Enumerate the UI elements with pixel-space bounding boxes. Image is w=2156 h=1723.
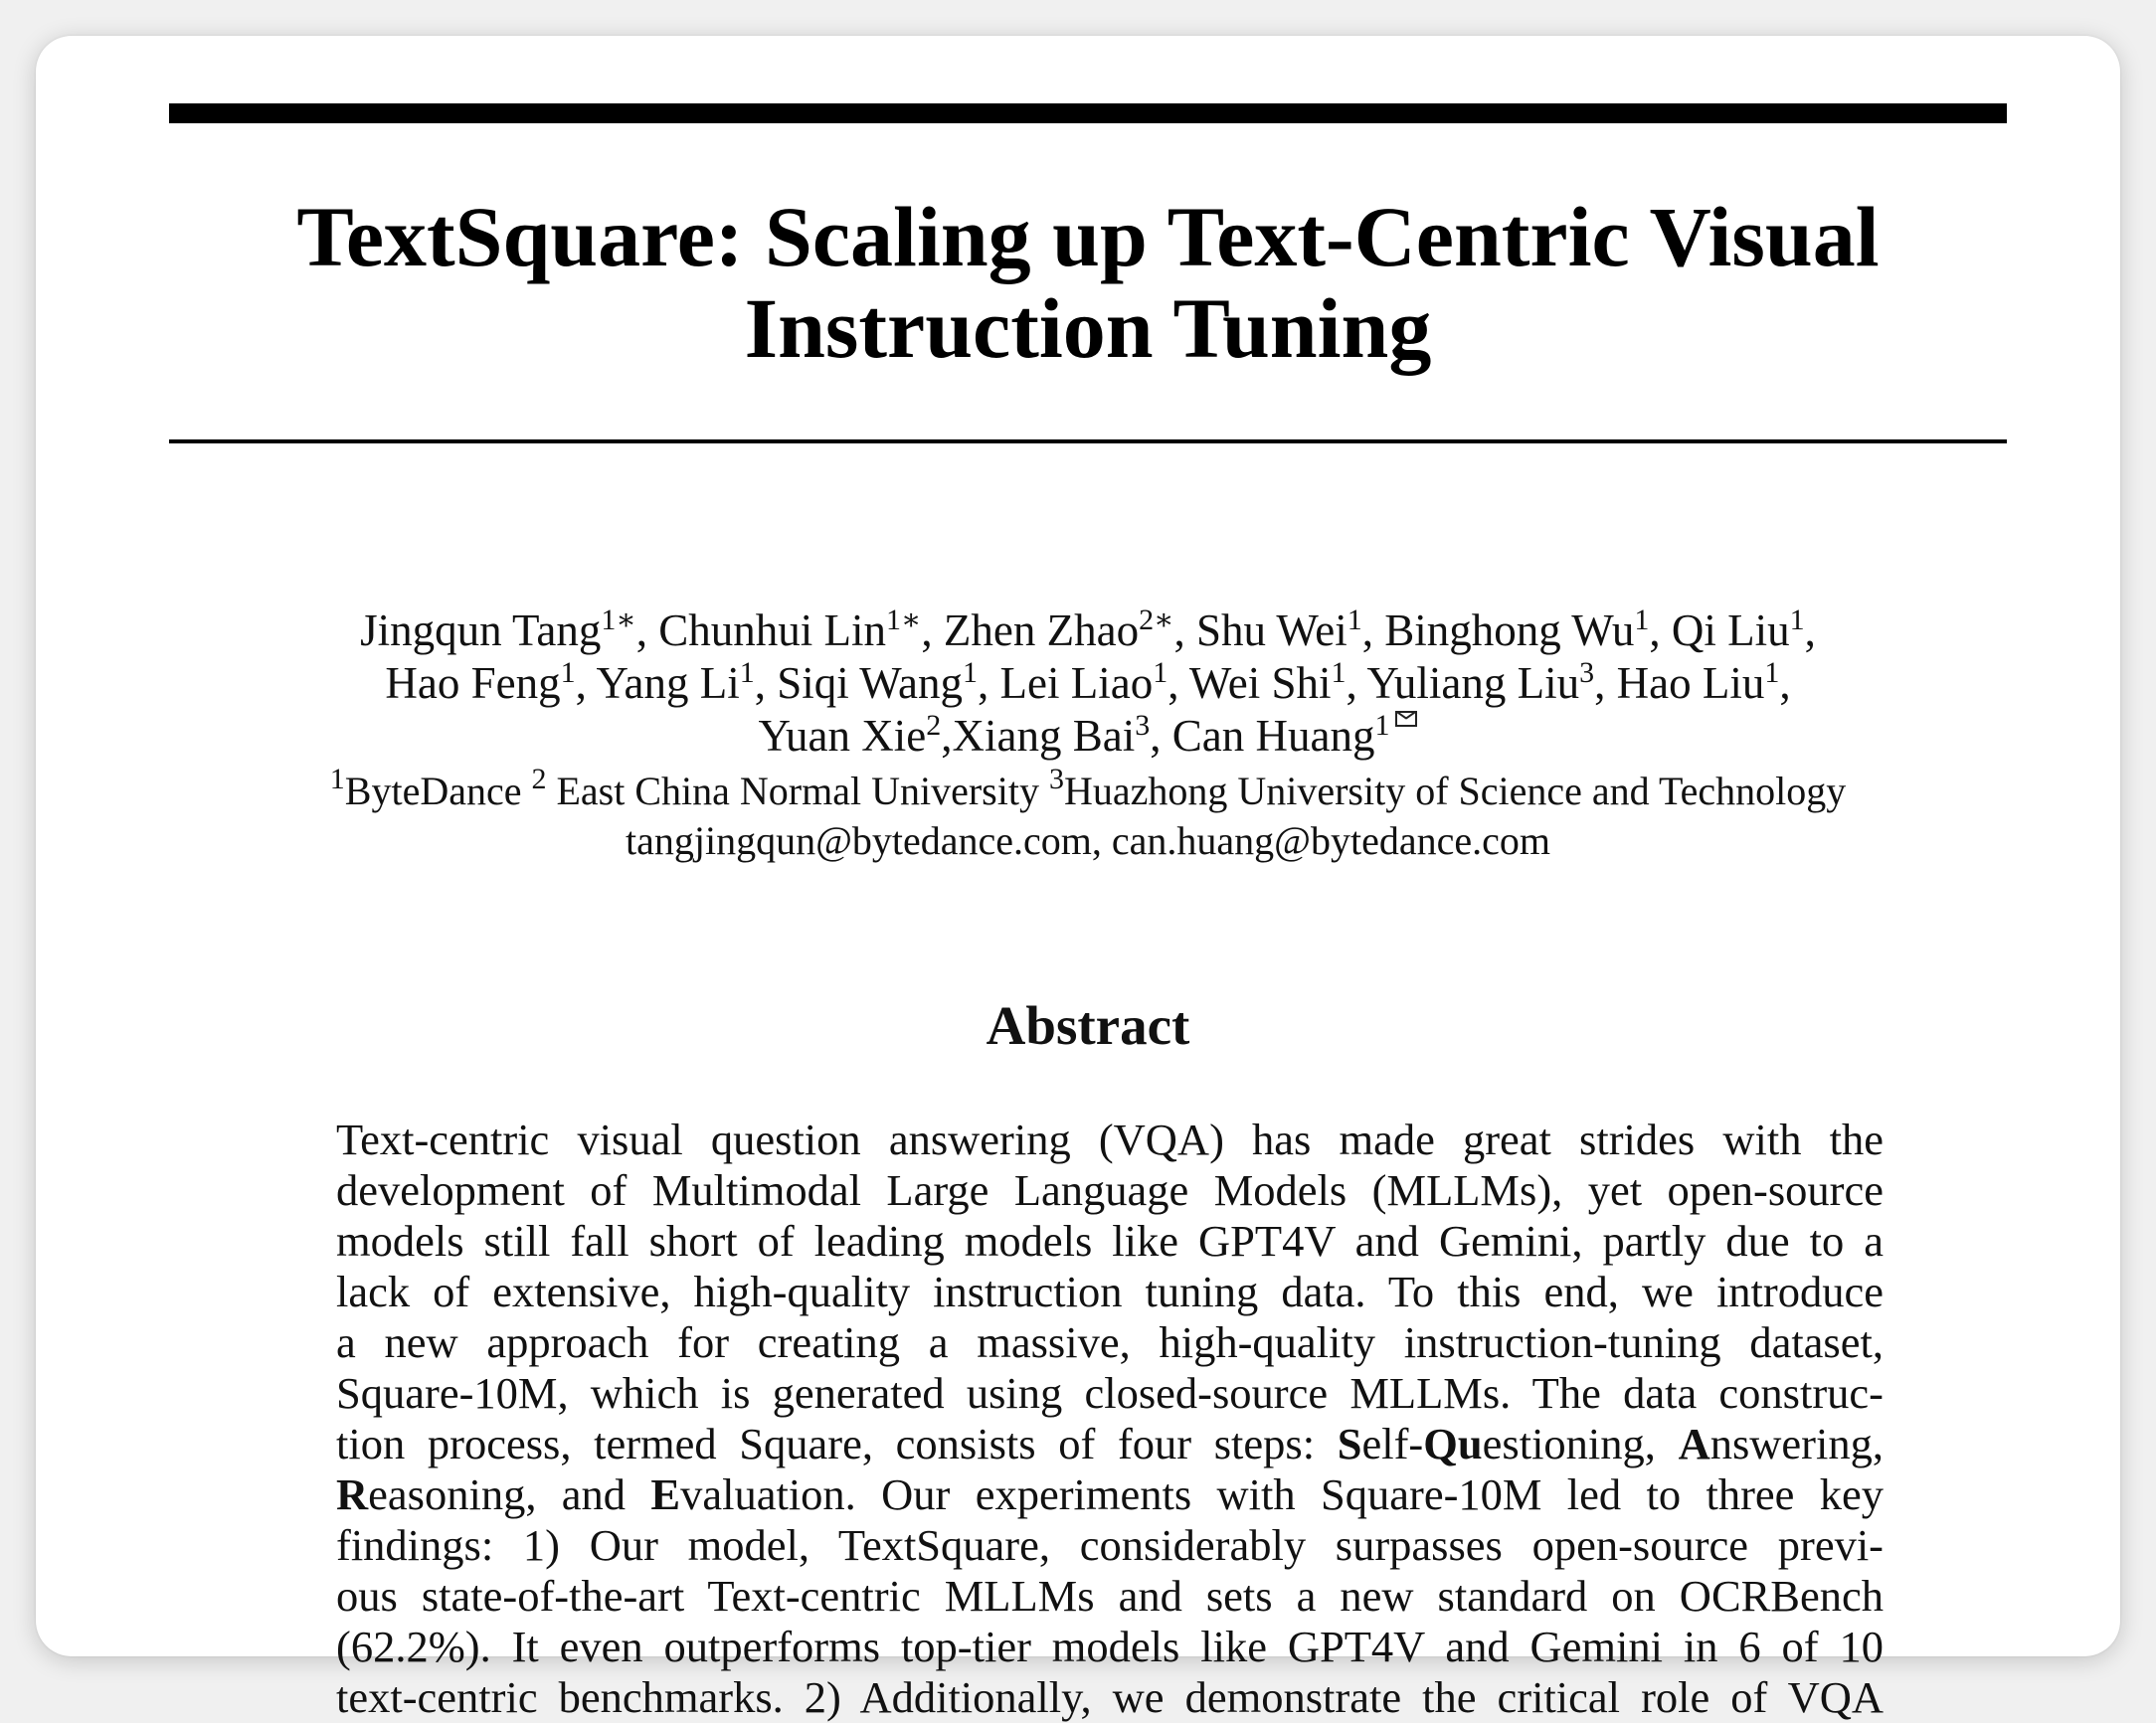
abstract-line: a new approach for creating a massive, high-quality instruction-tuning dataset, xyxy=(336,1317,1884,1367)
affiliation-mark: 3 xyxy=(1048,763,1064,795)
author-name: Hao Liu xyxy=(1616,658,1765,708)
text-run: valuation. Our experiments with Square-10M led to three key xyxy=(680,1469,1885,1519)
bold-initial: E xyxy=(650,1469,681,1519)
abstract-line: text-centric benchmarks. 2) Additionally, we demonstrate the critical role of VQA xyxy=(336,1672,1884,1722)
author-name: Wei Shi xyxy=(1188,658,1332,708)
title-bottom-rule xyxy=(169,439,2007,443)
abstract-line: Text-centric visual question answering (VQA) has made great strides with the xyxy=(336,1115,1884,1164)
author-name: Qi Liu xyxy=(1671,605,1790,655)
envelope-icon xyxy=(1395,711,1417,727)
affiliation-name: Huazhong University of Science and Technology xyxy=(1063,769,1847,813)
author-name: Siqi Wang xyxy=(777,658,964,708)
author-affiliation-mark: 1∗ xyxy=(886,603,922,636)
text-run: easoning, and xyxy=(368,1469,651,1519)
abstract-text xyxy=(336,1115,1884,1723)
affiliation-name: East China Normal University xyxy=(546,769,1039,813)
author-line-3: Yuan Xie$^2$,Xiang Bai$^3$, Can Huang$^1$ xyxy=(169,710,2007,763)
text-run: elf- xyxy=(1361,1419,1424,1468)
author-name: Can Huang xyxy=(1171,711,1375,761)
author-name: Yuan Xie xyxy=(758,711,927,761)
text-run: estioning, xyxy=(1482,1419,1679,1468)
author-affiliation-mark: 2 xyxy=(926,709,942,742)
title-line-1: TextSquare: Scaling up Text-Centric Visual xyxy=(296,189,1880,284)
author-affiliation-mark: 1 xyxy=(1634,603,1650,636)
author-affiliation-mark: 1 xyxy=(1789,603,1805,636)
author-affiliation-mark: 1 xyxy=(1331,656,1347,689)
author-line-1: Jingqun Tang$^{1∗}$, Chunhui Lin$^{1∗}$, Zhen Zhao$^{2∗}$, Shu Wei$^1$, Binghong Wu$^1$, Qi Liu$^1$, xyxy=(360,603,1816,655)
author-affiliation-mark: 3 xyxy=(1579,656,1595,689)
author-name: Lei Liao xyxy=(999,658,1154,708)
affiliation-mark: 1 xyxy=(329,763,345,795)
author-name: Hao Feng xyxy=(385,658,561,708)
author-affiliation-mark: 1 xyxy=(560,656,576,689)
author-name: Jingqun Tang xyxy=(360,605,602,655)
paper-page xyxy=(36,36,2120,1722)
author-affiliation-mark: 1 xyxy=(739,656,755,689)
affiliation-block xyxy=(169,763,2007,866)
bold-initial: Qu xyxy=(1423,1419,1483,1468)
abstract-line: Square-10M, which is generated using closed-source MLLMs. The data construc- xyxy=(336,1368,1884,1418)
affiliation-mark: 2 xyxy=(531,763,547,795)
bold-initial: S xyxy=(1337,1419,1362,1468)
author-affiliation-mark: 3 xyxy=(1135,709,1151,742)
author-affiliation-mark: 1 xyxy=(1153,656,1168,689)
author-name: Yuliang Liu xyxy=(1366,658,1580,708)
author-line-2: Hao Feng$^1$, Yang Li$^1$, Siqi Wang$^1$, Lei Liao$^1$, Wei Shi$^1$, Yuliang Liu$^3$, Hao Liu$^1$, xyxy=(385,656,1791,708)
abstract-line: findings: 1) Our model, TextSquare, considerably surpasses open-source previ- xyxy=(336,1520,1884,1570)
author-affiliation-mark: 1 xyxy=(1764,656,1780,689)
author-affiliation-mark: 1∗ xyxy=(601,603,636,636)
abstract-line: models still fall short of leading models like GPT4V and Gemini, partly due to a xyxy=(336,1216,1884,1266)
author-affiliation-mark: 1 xyxy=(1374,709,1390,742)
abstract-line: development of Multimodal Large Language Models (MLLMs), yet open-source xyxy=(336,1165,1884,1215)
author-name: Xiang Bai xyxy=(952,711,1136,761)
author-affiliation-mark: 1 xyxy=(963,656,979,689)
abstract-line-emphasis xyxy=(336,1469,1884,1520)
text-run: tion process, termed Square, consists of four steps: xyxy=(336,1419,1338,1468)
abstract-line: ous state-of-the-art Text-centric MLLMs and sets a new standard on OCRBench xyxy=(336,1571,1884,1621)
author-name: Binghong Wu xyxy=(1384,605,1635,655)
affiliation-line xyxy=(169,763,2007,816)
author-name: Zhen Zhao xyxy=(943,605,1140,655)
abstract-line: (62.2%). It even outperforms top-tier models like GPT4V and Gemini in 6 of 10 xyxy=(336,1622,1884,1671)
top-rule xyxy=(169,103,2007,123)
paper-title xyxy=(169,191,2007,374)
author-emails: tangjingqun@bytedance.com, can.huang@bytedance.com xyxy=(625,818,1551,863)
author-affiliation-mark: 2∗ xyxy=(1139,603,1174,636)
title-line-2: Instruction Tuning xyxy=(744,280,1432,376)
bold-initial: A xyxy=(1678,1419,1710,1468)
affiliation-name: ByteDance xyxy=(344,769,522,813)
abstract-heading: Abstract xyxy=(986,995,1190,1056)
author-name: Chunhui Lin xyxy=(658,605,887,655)
author-list xyxy=(169,604,2007,763)
abstract-line-emphasis xyxy=(336,1419,1884,1469)
bold-initial: R xyxy=(336,1469,369,1519)
abstract-line: lack of extensive, high-quality instruction tuning data. To this end, we introduce xyxy=(336,1267,1884,1316)
author-name: Yang Li xyxy=(596,658,740,708)
text-run: nswering, xyxy=(1709,1419,1884,1468)
author-affiliation-mark: 1 xyxy=(1347,603,1362,636)
author-name: Shu Wei xyxy=(1195,605,1348,655)
